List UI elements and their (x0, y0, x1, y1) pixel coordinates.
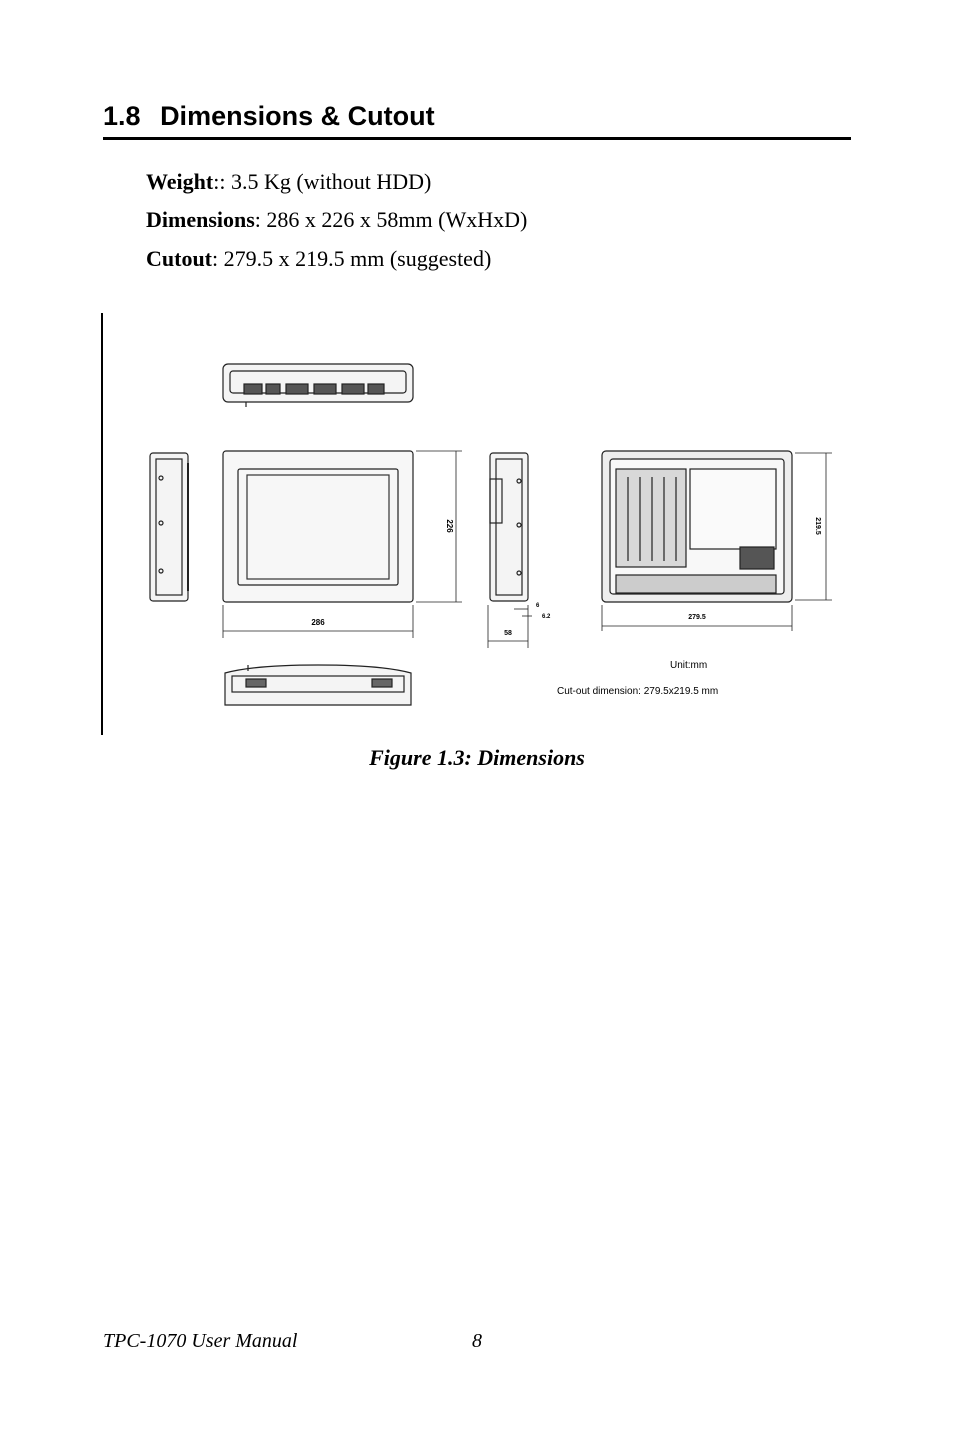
top-view (223, 364, 413, 407)
dim-width-label: 286 (311, 618, 325, 627)
dim-depth-label: 58 (504, 630, 512, 637)
unit-note: Unit:mm (670, 660, 708, 671)
bottom-view (225, 665, 411, 705)
spec-cutout-label: Cutout (146, 246, 213, 271)
heading-rule (103, 137, 851, 140)
footer-manual-title: TPC-1070 User Manual (103, 1330, 298, 1352)
spec-weight-value: :: 3.5 Kg (without HDD) (213, 169, 432, 194)
left-side-view (150, 453, 188, 601)
dim-cut-width-label: 279.5 (688, 614, 706, 621)
spec-dimensions (146, 206, 527, 234)
cutout-note: Cut-out dimension: 279.5x219.5 mm (557, 686, 719, 697)
section-number: 1.8 (103, 101, 141, 131)
front-view (223, 451, 413, 602)
figure-side-bar (101, 313, 103, 735)
spec-cutout-value: : 279.5 x 219.5 mm (suggested) (212, 246, 492, 271)
footer-page-number: 8 (472, 1330, 482, 1352)
spec-dimensions-label: Dimensions (146, 207, 255, 232)
spec-cutout (146, 245, 491, 273)
spec-weight-label: Weight (146, 169, 214, 194)
dim-bezel-label: 6 (536, 603, 540, 609)
dim-cut-height-label: 219.5 (814, 517, 821, 535)
figure-caption: Figure 1.3: Dimensions (369, 745, 585, 770)
dimension-drawing (104, 313, 852, 735)
spec-dimensions-value: : 286 x 226 x 58mm (WxHxD) (254, 207, 528, 232)
section-heading (103, 98, 851, 134)
rear-view (602, 451, 792, 602)
right-side-view (490, 453, 528, 601)
dim-height-label: 226 (445, 519, 454, 533)
spec-weight (146, 168, 431, 196)
dim-bezel2-label: 6.2 (542, 614, 551, 620)
side-dimensions (488, 605, 532, 648)
section-title: Dimensions & Cutout (160, 101, 435, 131)
